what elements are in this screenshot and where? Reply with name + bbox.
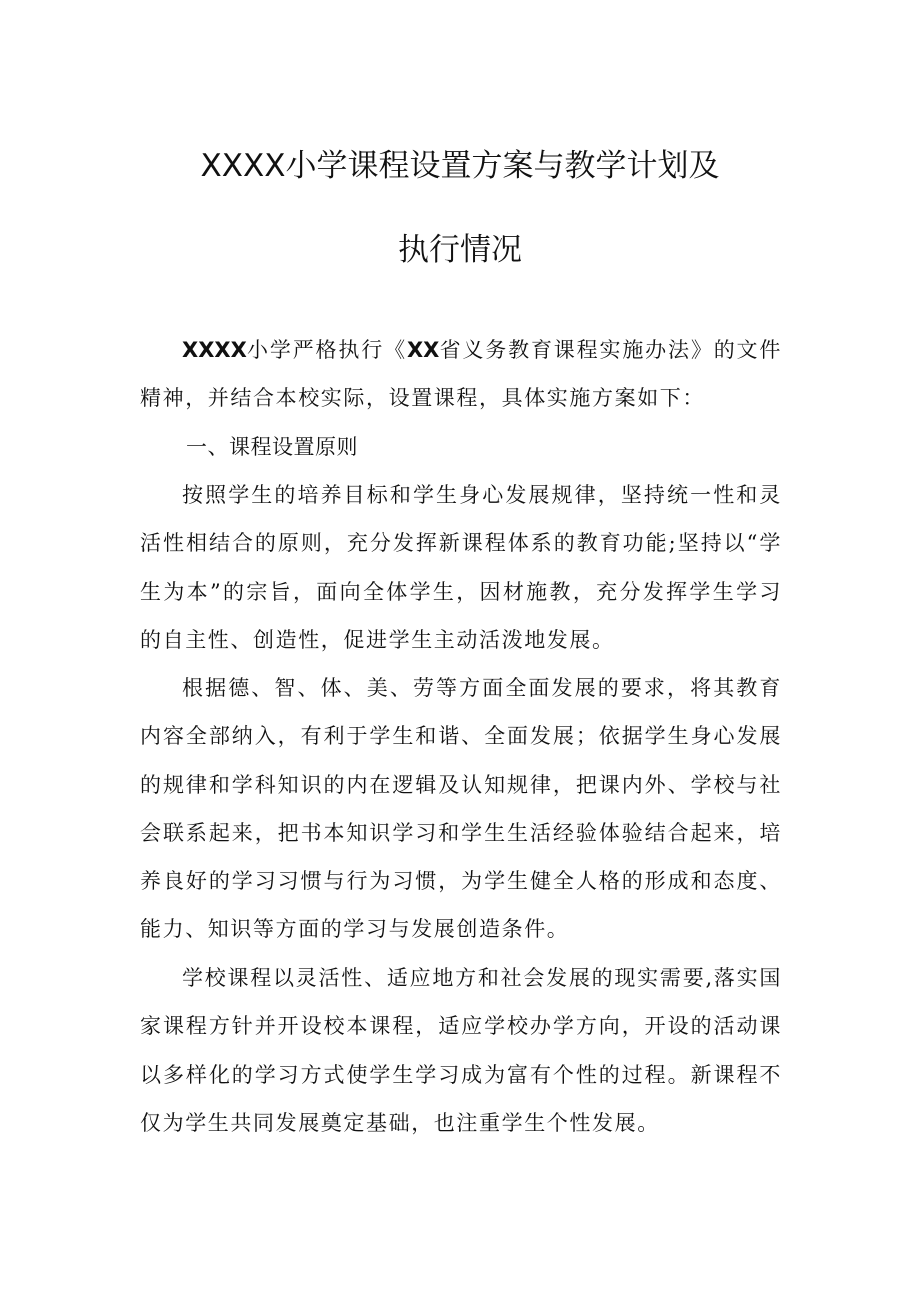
document-title-line-1: XXXX小学课程设置方案与教学计划及 <box>200 148 720 184</box>
paragraph-principles-3: 学校课程以灵活性、适应地方和社会发展的现实需要,落实国家课程方针并开设校本课程，适应学校办学方向，开设的活动课以多样化的学习方式使学生学习成为富有个性的过程。新课程不仅为学生共同发展奠定基础，也注重学生个性发展。 <box>140 966 782 1135</box>
province-name: XX <box>406 338 440 362</box>
intro-text-b: 省义务教育课程实施办法》的文件精神，并结合本校实际，设置课程，具体实施方案如下： <box>140 338 783 411</box>
intro-text-a: 小学严格执行《 <box>246 338 407 362</box>
paragraph-principles-1: 按照学生的培养目标和学生身心发展规律，坚持统一性和灵活性相结合的原则，充分发挥新课程体系的教育功能;坚持以“学生为本”的宗旨，面向全体学生，因材施教，充分发挥学生学习的自主性、创造性，促进学生主动活泼地发展。 <box>140 483 782 652</box>
school-name: XXXX <box>182 338 247 362</box>
section-heading-principles: 一、课程设置原则 <box>186 435 358 459</box>
document-title-line-2: 执行情况 <box>398 232 522 268</box>
intro-paragraph <box>140 326 782 423</box>
paragraph-principles-2: 根据德、智、体、美、劳等方面全面发展的要求，将其教育内容全部纳入，有利于学生和谐、全面发展；依据学生身心发展的规律和学科知识的内在逻辑及认知规律，把课内外、学校与社会联系起来，把书本知识学习和学生生活经验体验结合起来，培养良好的学习习惯与行为习惯，为学生健全人格的形成和态度、能力、知识等方面的学习与发展创造条件。 <box>140 676 782 942</box>
